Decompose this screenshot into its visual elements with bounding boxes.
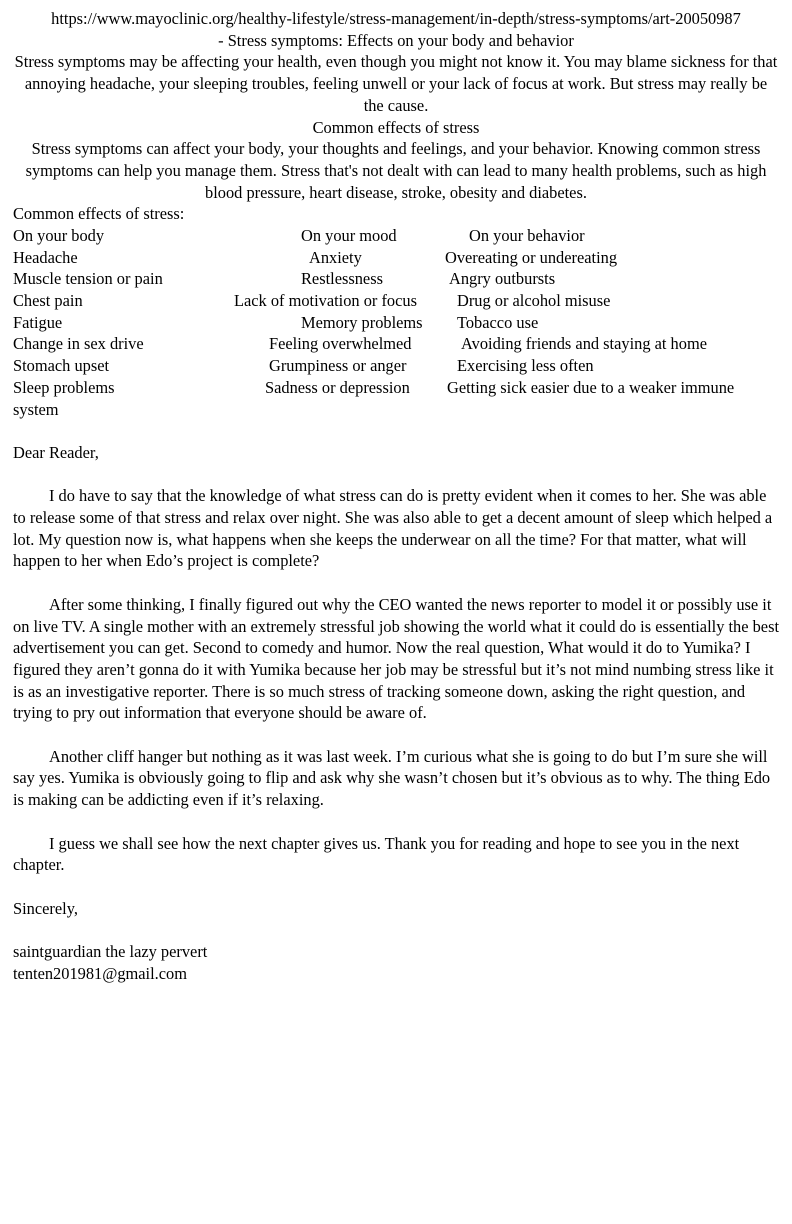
effects-row: [13, 312, 779, 334]
letter-greeting: Dear Reader,: [13, 442, 99, 462]
effects-row: [13, 247, 779, 269]
section-text: Stress symptoms can affect your body, your thoughts and feelings, and your behavior. Knowing common stress symptoms can help you manage them. Stress that's not dealt with can lead to many health problems, such as high blood pressure, heart disease, stroke, obesity and diabetes.: [25, 139, 767, 202]
mood-effect-cell: Anxiety: [309, 247, 362, 267]
spacer: [13, 919, 779, 941]
letter-closing: Sincerely,: [13, 898, 78, 918]
letter-paragraph: After some thinking, I finally figured out why the CEO wanted the news reporter to model it or possibly use it on live TV. A single mother with an extremely stressful job showing the world what it could do is essentially the best advertisement you can get. Second to comedy and humor. Now the real question, What would it do to Yumika? I figured they aren’t gonna do it with Yumika because her job may be stressful but it’s not mind numbing stress like it is as an investigative reporter. There is so much stress of tracking someone down, asking the right question, and trying to pry out information that everyone should be aware of.: [13, 594, 780, 723]
column-header-behavior: On your behavior: [469, 226, 585, 246]
effects-row-wrap: [13, 399, 779, 421]
body-effect-cell: Muscle tension or pain: [13, 269, 163, 289]
behavior-effect-overflow: system: [13, 399, 59, 419]
effects-row: [13, 355, 779, 377]
mood-effect-cell: Grumpiness or anger: [269, 356, 407, 376]
letter-signature: saintguardian the lazy pervert: [13, 941, 208, 961]
body-effect-cell: Sleep problems: [13, 377, 115, 397]
behavior-effect-cell: Getting sick easier due to a weaker immune: [447, 377, 735, 397]
body-effect-cell: Fatigue: [13, 312, 63, 332]
article-title: - Stress symptoms: Effects on your body and behavior: [218, 30, 574, 50]
effects-table: [13, 225, 779, 420]
effects-row: [13, 333, 779, 355]
section-heading: Common effects of stress: [312, 117, 480, 137]
effects-row: [13, 268, 779, 290]
effects-row: [13, 290, 779, 312]
column-header-body: On your body: [13, 226, 105, 246]
effects-row: [13, 377, 779, 399]
behavior-effect-cell: Drug or alcohol misuse: [457, 291, 611, 311]
body-effect-cell: Change in sex drive: [13, 334, 144, 354]
behavior-effect-cell: Exercising less often: [457, 356, 594, 376]
mood-effect-cell: Memory problems: [301, 312, 423, 332]
source-header: [13, 8, 779, 203]
letter-paragraph: I guess we shall see how the next chapter gives us. Thank you for reading and hope to see you in the next chapter.: [13, 833, 740, 875]
mood-effect-cell: Feeling overwhelmed: [269, 334, 412, 354]
behavior-effect-cell: Angry outbursts: [449, 269, 556, 289]
effects-header-row: [13, 225, 779, 247]
letter: [13, 442, 779, 984]
letter-paragraph: I do have to say that the knowledge of what stress can do is pretty evident when it comes to her. She was able to release some of that stress and relax over night. She was also able to get a decent amount of sleep which helped a lot. My question now is, what happens when she keeps the underwear on all the time? For that matter, what will happen to her when Edo’s project is complete?: [13, 486, 773, 571]
effects-caption: Common effects of stress:: [13, 204, 185, 224]
body-effect-cell: Headache: [13, 247, 78, 267]
spacer: [13, 811, 779, 833]
mood-effect-cell: Restlessness: [301, 269, 383, 289]
spacer: [13, 420, 779, 442]
document-page: [13, 8, 779, 984]
source-url[interactable]: https://www.mayoclinic.org/healthy-lifestyle/stress-management/in-depth/stress-symptoms/art-20050987: [51, 9, 741, 28]
spacer: [13, 876, 779, 898]
mood-effect-cell: Lack of motivation or focus: [234, 291, 417, 311]
column-header-mood: On your mood: [301, 226, 397, 246]
body-effect-cell: Chest pain: [13, 291, 83, 311]
spacer: [13, 572, 779, 594]
letter-paragraph: Another cliff hanger but nothing as it was last week. I’m curious what she is going to do but I’m sure she will say yes. Yumika is obviously going to flip and ask why she wasn’t chosen but it’s obvious as to why. The thing Edo is making can be addicting even if it’s relaxing.: [13, 746, 771, 810]
body-effect-cell: Stomach upset: [13, 356, 110, 376]
behavior-effect-cell: Avoiding friends and staying at home: [461, 334, 707, 354]
mood-effect-cell: Sadness or depression: [265, 377, 410, 397]
author-email[interactable]: tenten201981@gmail.com: [13, 963, 187, 983]
behavior-effect-cell: Overeating or undereating: [445, 247, 618, 267]
spacer: [13, 724, 779, 746]
spacer: [13, 464, 779, 486]
behavior-effect-cell: Tobacco use: [457, 312, 539, 332]
article-intro: Stress symptoms may be affecting your health, even though you might not know it. You may blame sickness for that annoying headache, your sleeping troubles, feeling unwell or your lack of focus at work. But stress may really be the cause.: [14, 52, 778, 115]
